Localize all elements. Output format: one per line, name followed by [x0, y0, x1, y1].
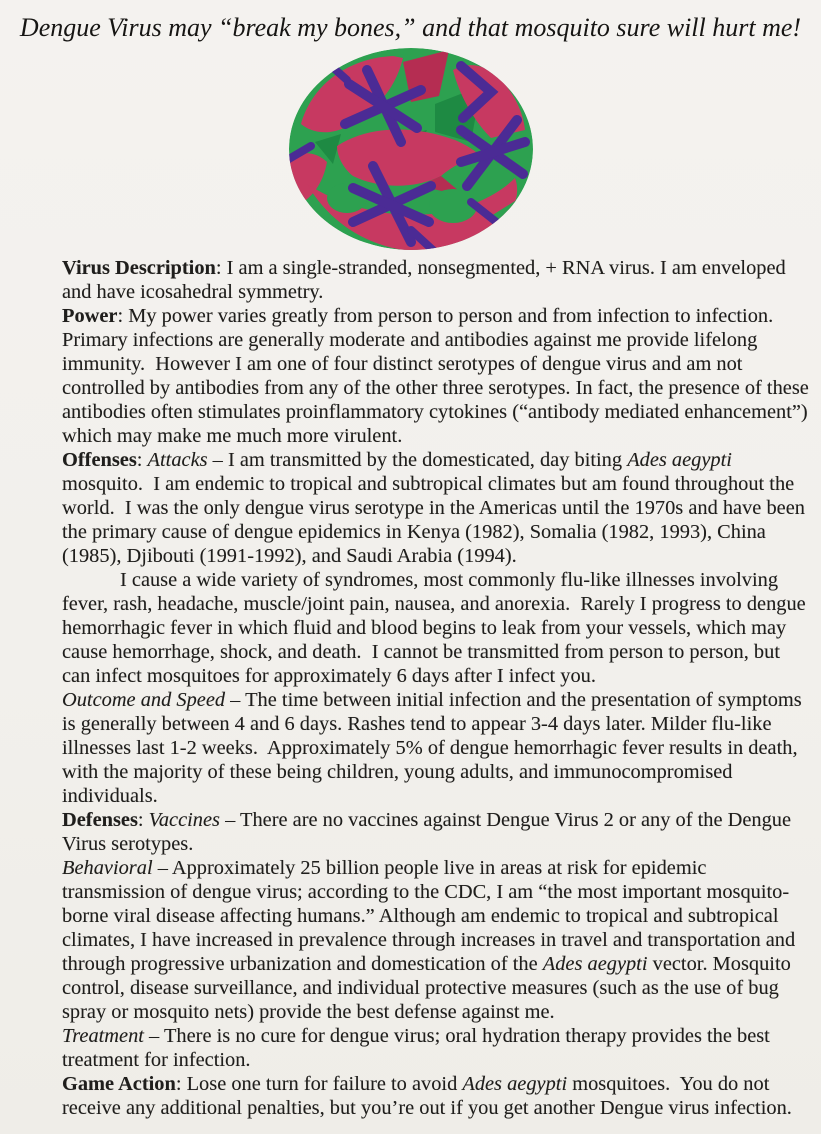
text-segment: Game Action — [62, 1073, 176, 1095]
text-segment: – There are no vaccines against Dengue Virus 2 or any of the Dengue Virus serotypes. — [62, 809, 796, 855]
text-segment: Behavioral — [62, 857, 153, 879]
text-segment: : — [137, 809, 149, 831]
paragraph — [62, 688, 812, 808]
text-segment: Defenses — [62, 809, 138, 831]
text-segment: Power — [62, 305, 118, 327]
text-segment: I cause a wide variety of syndromes, most commonly flu-like illnesses involving fever, rash, headache, muscle/joint pain, nausea, and anorexia. Rarely I progress to dengue hemorrhagic fever in which fluid and blood begins to leak from your vessels, which may cause hemorrhage, shock, and death. I cannot be transmitted from person to person, but can infect mosquitoes for approximately 6 days after I infect you. — [62, 569, 811, 687]
text-segment: Outcome and Speed — [62, 689, 226, 711]
text-segment: : — [136, 449, 148, 471]
text-segment: – The time between initial infection and the presentation of symptoms is generally between 4 and 6 days. Rashes tend to appear 3-4 days later. Milder flu-like illnesses last 1-2 weeks. Approximately 5% of dengue hemorrhagic fever results in death, with the majority of these being children, young adults, and immunocompromised individuals. — [62, 689, 807, 807]
paragraph — [62, 256, 812, 304]
text-segment: mosquitoes. You do not receive any additional penalties, but you’re out if you get another Dengue virus infection. — [62, 1073, 792, 1119]
paragraph — [62, 568, 812, 688]
text-segment: Treatment — [62, 1025, 144, 1047]
text-segment: Ades aegypti — [627, 449, 732, 471]
text-segment: vector. Mosquito control, disease surveillance, and individual protective measures (such as the use of bug spray or mosquito nets) provide the best defense against me. — [62, 953, 796, 1023]
text-segment: – I am transmitted by the domesticated, day biting — [207, 449, 628, 471]
text-segment: Ades aegypti — [462, 1073, 568, 1095]
text-segment: Attacks — [147, 449, 208, 471]
text-segment: – There is no cure for dengue virus; oral hydration therapy provides the best treatment for infection. — [62, 1025, 775, 1071]
text-segment: : Lose one turn for failure to avoid — [175, 1073, 463, 1095]
text-segment: Vaccines — [148, 809, 220, 831]
body-text — [62, 256, 812, 1120]
paragraph — [62, 304, 812, 448]
virus-drawing-image — [285, 46, 537, 254]
text-segment: Virus Description — [62, 257, 216, 279]
document-title: Dengue Virus may “break my bones,” and that mosquito sure will hurt me! — [19, 13, 802, 42]
text-segment: – Approximately 25 billion people live in areas at risk for epidemic transmission of dengue virus; according to the CDC, I am “the most important mosquito-borne viral disease affecting humans.” Although am endemic to tropical and subtropical climates, I have increased in prevalence through increases in travel and transportation and through progressive urbanization and domestication of the — [62, 857, 801, 975]
paragraph — [62, 448, 812, 568]
text-segment: : I am a single-stranded, nonsegmented, + RNA virus. I am enveloped and have icosahedral symmetry. — [62, 257, 791, 303]
text-segment: Ades aegypti — [542, 953, 648, 975]
text-segment: Offenses — [62, 449, 137, 471]
document-page — [0, 11, 821, 1134]
paragraph — [62, 808, 812, 856]
paragraph — [62, 1024, 812, 1072]
text-segment: : My power varies greatly from person to person and from infection to infection. Primary infections are generally moderate and antibodies against me provide lifelong immunity. However I am one of four distinct serotypes of dengue virus and am not controlled by antibodies from any of the other three serotypes. In fact, the presence of these antibodies often stimulates proinflammatory cytokines (“antibody mediated enhancement”) which may make me much more virulent. — [62, 305, 814, 447]
paragraph — [62, 856, 812, 1024]
paragraph — [62, 1072, 812, 1120]
text-segment: mosquito. I am endemic to tropical and subtropical climates but am found throughout the world. I was the only dengue virus serotype in the Americas until the 1970s and have been the primary cause of dengue epidemics in Kenya (1982), Somalia (1982, 1993), China (1985), Djibouti (1991-1992), and Saudi Arabia (1994). — [62, 449, 811, 567]
virus-illustration — [285, 46, 537, 254]
